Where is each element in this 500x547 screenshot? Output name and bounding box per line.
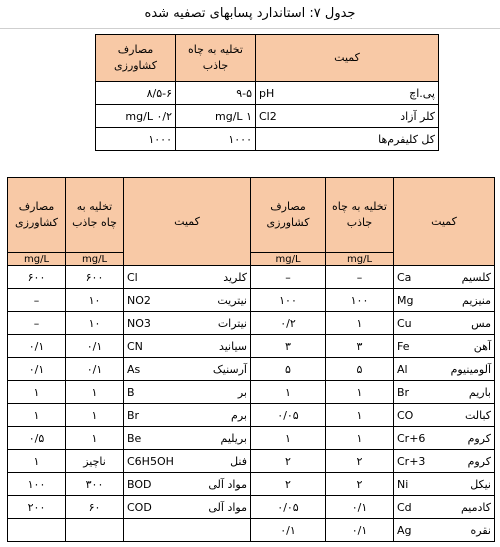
cell-left-symbol: As (127, 362, 141, 376)
table-row (8, 427, 495, 450)
table-row (8, 404, 495, 427)
table-row (8, 496, 495, 519)
header-left-well: تخلیه به چاه جاذب (66, 178, 124, 253)
cell-right-name: کادمیم (460, 500, 491, 514)
table-row (8, 381, 495, 404)
cell-right-well: ۳ (326, 335, 394, 358)
unit-right-agri: mg/L (251, 253, 326, 266)
header-qty: کمیت (256, 35, 439, 82)
cell-left-name: فنل (230, 454, 247, 468)
cell-right-name: کروم (467, 454, 491, 468)
cell-symbol: pH (259, 86, 275, 100)
cell-right-well: ۵ (326, 358, 394, 381)
cell-left-name: بر (237, 385, 247, 399)
cell-agri: ۱۰۰۰ (96, 128, 176, 151)
header-right-qty: کمیت (394, 178, 495, 266)
cell-well: ۱۰۰۰ (176, 128, 256, 151)
cell-right-symbol: Fe (397, 339, 410, 353)
cell-left-well: ۰/۱ (66, 358, 124, 381)
cell-left-symbol: Br (127, 408, 140, 422)
cell-left-name: مواد آلی (208, 477, 247, 491)
cell-left-well: ۳۰۰ (66, 473, 124, 496)
cell-left-well (66, 519, 124, 542)
cell-left-agri: ۶۰۰ (8, 266, 66, 289)
table-row (96, 105, 439, 128)
cell-right-symbol: Cr+3 (397, 454, 426, 468)
cell-right-name: نقره (470, 523, 491, 537)
cell-left-name: مواد آلی (208, 500, 247, 514)
cell-left-agri: ۰/۱ (8, 358, 66, 381)
header-right-well: تخلیه به چاه جاذب (326, 178, 394, 253)
cell-right-symbol: Cr+6 (397, 431, 426, 445)
cell-right-agri: – (251, 266, 326, 289)
cell-right-name: کروم (467, 431, 491, 445)
cell-right-well: ۲ (326, 473, 394, 496)
cell-right-agri: ۱ (251, 381, 326, 404)
cell-left-well: ۱ (66, 404, 124, 427)
cell-right-well: ۰/۱ (326, 496, 394, 519)
cell-left-well: ناچیز (66, 450, 124, 473)
cell-right-agri: ۰/۰۵ (251, 404, 326, 427)
effluent-general-table (95, 34, 439, 151)
cell-right-symbol: Ag (397, 523, 412, 537)
cell-right-agri: ۱ (251, 427, 326, 450)
cell-left-well: ۶۰ (66, 496, 124, 519)
cell-left-agri: – (8, 289, 66, 312)
table-row (8, 519, 495, 542)
header-agri: مصارف کشاورزی (96, 35, 176, 82)
cell-well: ۱ mg/L (176, 105, 256, 128)
cell-right-agri: ۵ (251, 358, 326, 381)
cell-right-agri: ۲ (251, 450, 326, 473)
cell-agri: ۸/۵-۶ (96, 82, 176, 105)
cell-left-name: نیتریت (217, 293, 247, 307)
cell-left-name: بریلیم (220, 431, 247, 445)
cell-left-well: ۱۰ (66, 312, 124, 335)
cell-left-well: ۰/۱ (66, 335, 124, 358)
cell-left-symbol: CN (127, 339, 143, 353)
cell-left-agri: ۲۰۰ (8, 496, 66, 519)
cell-right-well: – (326, 266, 394, 289)
table-row (8, 358, 495, 381)
cell-right-name: کبالت (464, 408, 491, 422)
cell-right-name: آلومینیوم (450, 362, 491, 376)
cell-right-symbol: Cu (397, 316, 412, 330)
caption-divider (0, 28, 500, 29)
cell-left-symbol: BOD (127, 477, 152, 491)
cell-agri: ۰/۲ mg/L (96, 105, 176, 128)
cell-right-well: ۰/۱ (326, 519, 394, 542)
cell-right-well: ۱ (326, 427, 394, 450)
unit-right-well: mg/L (326, 253, 394, 266)
table-row (96, 128, 439, 151)
cell-right-symbol: CO (397, 408, 414, 422)
cell-right-agri: ۲ (251, 473, 326, 496)
cell-right-symbol: Al (397, 362, 408, 376)
cell-right-well: ۲ (326, 450, 394, 473)
cell-left-name: نیترات (217, 316, 247, 330)
cell-left-agri: ۰/۱ (8, 335, 66, 358)
cell-right-name: باریم (468, 385, 491, 399)
cell-left-name: برم (231, 408, 247, 422)
unit-left-agri: mg/L (8, 253, 66, 266)
table-row (8, 335, 495, 358)
header-right-agri: مصارف کشاورزی (251, 178, 326, 253)
cell-right-agri: ۰/۱ (251, 519, 326, 542)
cell-left-symbol: COD (127, 500, 152, 514)
cell-right-agri: ۰/۲ (251, 312, 326, 335)
cell-right-symbol: Cd (397, 500, 412, 514)
cell-right-name: مس (471, 316, 491, 330)
cell-left-well: ۶۰۰ (66, 266, 124, 289)
cell-left-name: آرسنیک (212, 362, 247, 376)
cell-symbol: Cl2 (259, 109, 277, 123)
cell-name: کل کلیفرم‌ها (378, 132, 435, 146)
cell-left-agri: ۱ (8, 381, 66, 404)
cell-name: پی.اچ (409, 86, 435, 100)
cell-right-symbol: Mg (397, 293, 414, 307)
cell-left-agri: – (8, 312, 66, 335)
cell-left-agri: ۱ (8, 450, 66, 473)
cell-left-name: کلرید (223, 270, 247, 284)
cell-left-agri: ۰/۵ (8, 427, 66, 450)
table-row (8, 312, 495, 335)
cell-left-name: سیانید (218, 339, 247, 353)
header-left-agri: مصارف کشاورزی (8, 178, 66, 253)
cell-left-symbol: NO2 (127, 293, 151, 307)
cell-right-agri: ۱۰۰ (251, 289, 326, 312)
cell-right-name: نیکل (470, 477, 491, 491)
cell-left-symbol: Be (127, 431, 142, 445)
cell-right-agri: ۳ (251, 335, 326, 358)
cell-right-agri: ۰/۰۵ (251, 496, 326, 519)
effluent-elements-table (7, 177, 495, 542)
header-left-qty: کمیت (124, 178, 251, 266)
cell-left-agri: ۱۰۰ (8, 473, 66, 496)
cell-right-name: کلسیم (461, 270, 491, 284)
cell-right-name: آهن (473, 339, 491, 353)
cell-left-agri (8, 519, 66, 542)
cell-right-well: ۱ (326, 312, 394, 335)
cell-right-symbol: Ni (397, 477, 409, 491)
cell-right-symbol: Ca (397, 270, 412, 284)
cell-left-well: ۱۰ (66, 289, 124, 312)
cell-left-well: ۱ (66, 427, 124, 450)
cell-left-symbol: B (127, 385, 135, 399)
unit-left-well: mg/L (66, 253, 124, 266)
cell-right-well: ۱ (326, 404, 394, 427)
cell-name: کلر آزاد (400, 109, 435, 123)
cell-right-symbol: Br (397, 385, 410, 399)
table-row (8, 266, 495, 289)
table-row (96, 82, 439, 105)
header-well: تخلیه به چاه جاذب (176, 35, 256, 82)
cell-left-symbol: Cl (127, 270, 138, 284)
cell-right-well: ۱ (326, 381, 394, 404)
cell-left-well: ۱ (66, 381, 124, 404)
cell-left-symbol: C6H5OH (127, 454, 174, 468)
table-row (8, 289, 495, 312)
cell-well: ۹-۵ (176, 82, 256, 105)
cell-left-agri: ۱ (8, 404, 66, 427)
table-row (8, 473, 495, 496)
cell-left-symbol: NO3 (127, 316, 151, 330)
cell-right-name: منیزیم (462, 293, 491, 307)
cell-right-well: ۱۰۰ (326, 289, 394, 312)
table-row (8, 450, 495, 473)
table-caption: جدول ۷: استاندارد پسابهای تصفیه شده (144, 6, 356, 21)
